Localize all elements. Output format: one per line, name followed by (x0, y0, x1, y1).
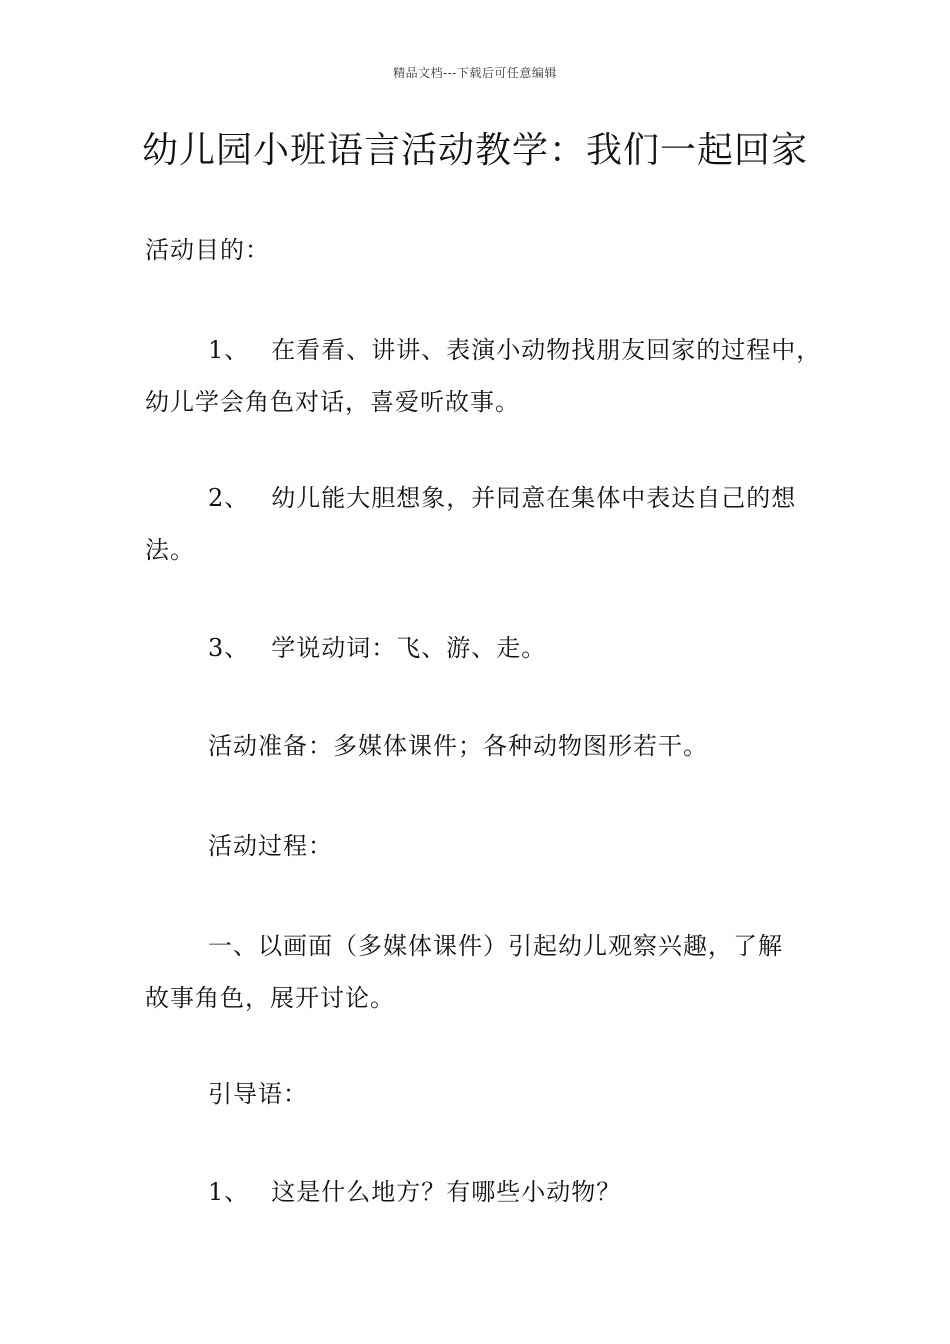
process-heading: 活动过程： (208, 832, 333, 860)
goal-1-line-1 (145, 324, 825, 376)
guide-heading: 引导语： (208, 1080, 308, 1108)
step-1-line-2: 故事角色，展开讨论。 (145, 984, 395, 1012)
question-1-number: 1、 (208, 1178, 250, 1206)
goal-3-number: 3、 (208, 634, 250, 662)
goal-2-line-1 (145, 472, 825, 524)
goal-1-text: 在看看、讲讲、表演小动物找朋友回家的过程中， (271, 336, 822, 364)
goal-3 (208, 622, 546, 674)
goal-2-text: 幼儿能大胆想象，并同意在集体中表达自己的想 (271, 484, 797, 512)
question-1-text: 这是什么地方？有哪些小动物？ (271, 1178, 622, 1206)
page-header: 精品文档---下载后可任意编辑 (393, 66, 557, 80)
goal-3-text: 学说动词：飞、游、走。 (271, 634, 547, 662)
goal-1 (145, 324, 825, 428)
document-title: 幼儿园小班语言活动教学：我们一起回家 (141, 130, 808, 171)
goal-2-line-2: 法。 (145, 536, 195, 564)
goal-1-number: 1、 (208, 336, 250, 364)
goal-2 (145, 472, 825, 576)
step-1-line-1: 一、以画面（多媒体课件）引起幼儿观察兴趣，了解 (208, 932, 783, 960)
preparation: 活动准备：多媒体课件；各种动物图形若干。 (208, 732, 708, 760)
goal-1-line-2: 幼儿学会角色对话，喜爱听故事。 (145, 388, 520, 416)
question-1 (208, 1166, 621, 1218)
purpose-heading: 活动目的： (145, 236, 270, 264)
step-1 (145, 920, 825, 1024)
goal-2-number: 2、 (208, 484, 250, 512)
